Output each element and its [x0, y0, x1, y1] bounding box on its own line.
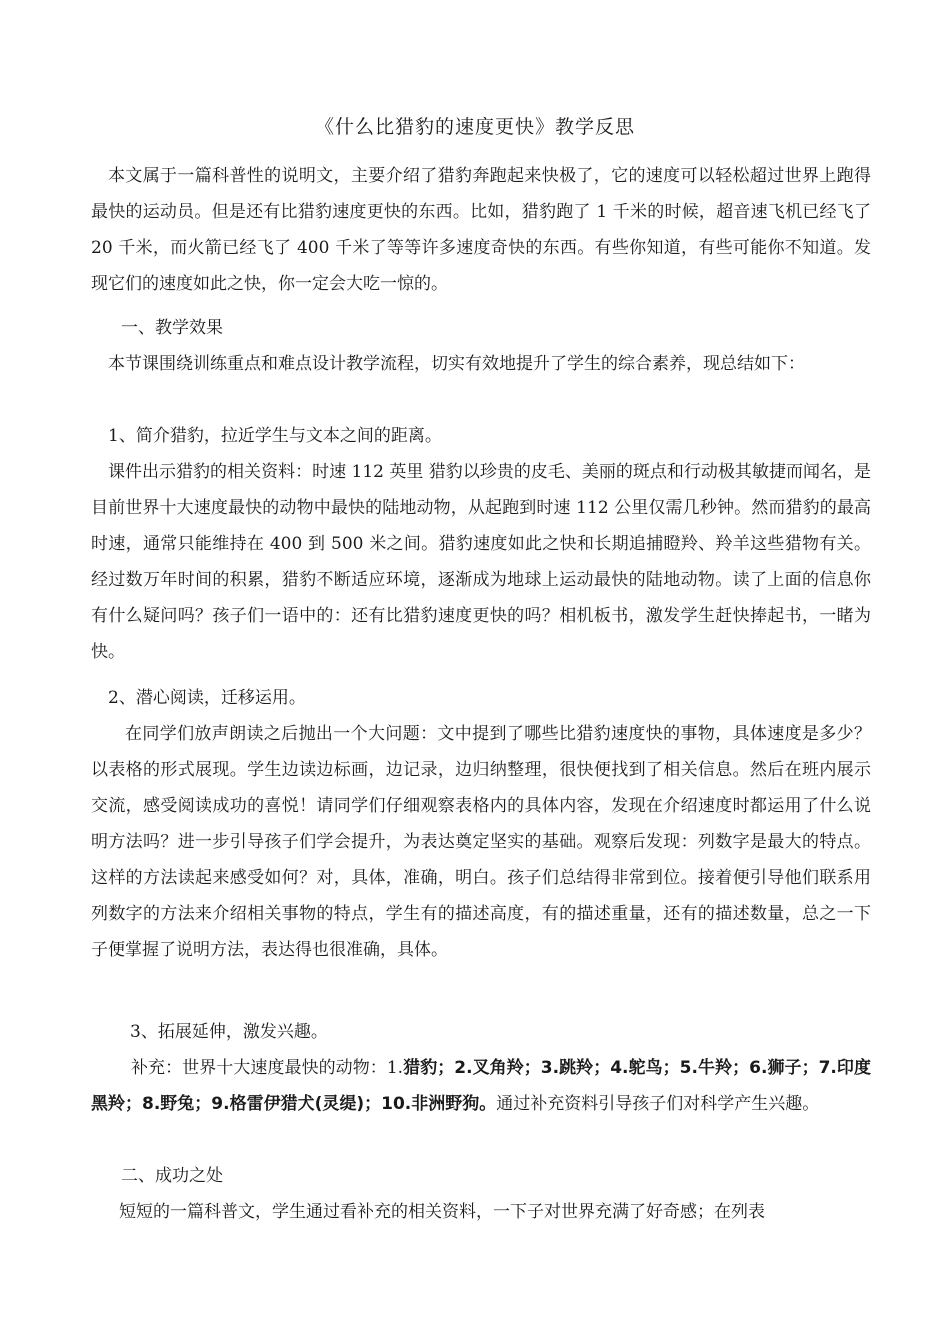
- point3-body: [91, 1050, 871, 1122]
- section2-body: 短短的一篇科普文，学生通过看补充的相关资料，一下子对世界充满了好奇感；在列表: [119, 1202, 765, 1222]
- section1-heading: 一、教学效果: [121, 318, 223, 338]
- point3-suffix: 通过补充资料引导孩子们对科学产生兴趣。: [496, 1094, 820, 1114]
- fastest-animals-list: 猎豹；2.叉角羚；3.跳羚；4.鸵鸟；5.牛羚；6.狮子；7.印度黑羚；8.野兔；9.格雷伊猎犬(灵缇)；10.非洲野狗。: [91, 1058, 871, 1114]
- point1-body: 课件出示猎豹的相关资料：时速 112 英里 猎豹以珍贵的皮毛、美丽的斑点和行动极其敏捷而闻名，是目前世界十大速度最快的动物中最快的陆地动物，从起跑到时速 112 公里仅需几秒钟。然而猎豹的最高时速，通常只能维持在 400 到 500 米之间。猎豹速度如此之快和长期追捕瞪羚、羚羊这些猎物有关。经过数万年时间的积累，猎豹不断适应环境，逐渐成为地球上运动最快的陆地动物。读了上面的信息你有什么疑问吗？孩子们一语中的：还有比猎豹速度更快的吗？相机板书，激发学生赶快捧起书，一睹为快。: [91, 462, 871, 662]
- point3-heading: 3、拓展延伸，激发兴趣。: [130, 1022, 328, 1042]
- intro-paragraph: 本文属于一篇科普性的说明文，主要介绍了猎豹奔跑起来快极了，它的速度可以轻松超过世界上跑得最快的运动员。但是还有比猎豹速度更快的东西。比如，猎豹跑了 1 千米的时候，超音速飞机已经飞了 20 千米，而火箭已经飞了 400 千米了等等许多速度奇快的东西。有些你知道，有些可能你不知道。发现它们的速度如此之快，你一定会大吃一惊的。: [91, 166, 871, 294]
- section2-heading: 二、成功之处: [121, 1166, 223, 1186]
- point2-heading: 2、潜心阅读，迁移运用。: [108, 688, 306, 708]
- section1-intro: 本节课围绕训练重点和难点设计教学流程，切实有效地提升了学生的综合素养，现总结如下：: [108, 354, 805, 374]
- point1-heading: 1、简介猎豹，拉近学生与文本之间的距离。: [108, 426, 442, 446]
- point3-prefix: 补充：世界十大速度最快的动物：1.: [131, 1058, 404, 1078]
- point2-body: 在同学们放声朗读之后抛出一个大问题：文中提到了哪些比猎豹速度快的事物，具体速度是多少？以表格的形式展现。学生边读边标画，边记录，边归纳整理，很快便找到了相关信息。然后在班内展示交流，感受阅读成功的喜悦！请同学们仔细观察表格内的具体内容，发现在介绍速度时都运用了什么说明方法吗？进一步引导孩子们学会提升，为表达奠定坚实的基础。观察后发现：列数字是最大的特点。这样的方法读起来感受如何？对，具体，准确，明白。孩子们总结得非常到位。接着便引导他们联系用列数字的方法来介绍相关事物的特点，学生有的描述高度，有的描述重量，还有的描述数量，总之一下子便掌握了说明方法，表达得也很准确，具体。: [91, 724, 871, 960]
- document-title: 《什么比猎豹的速度更快》教学反思: [314, 116, 635, 138]
